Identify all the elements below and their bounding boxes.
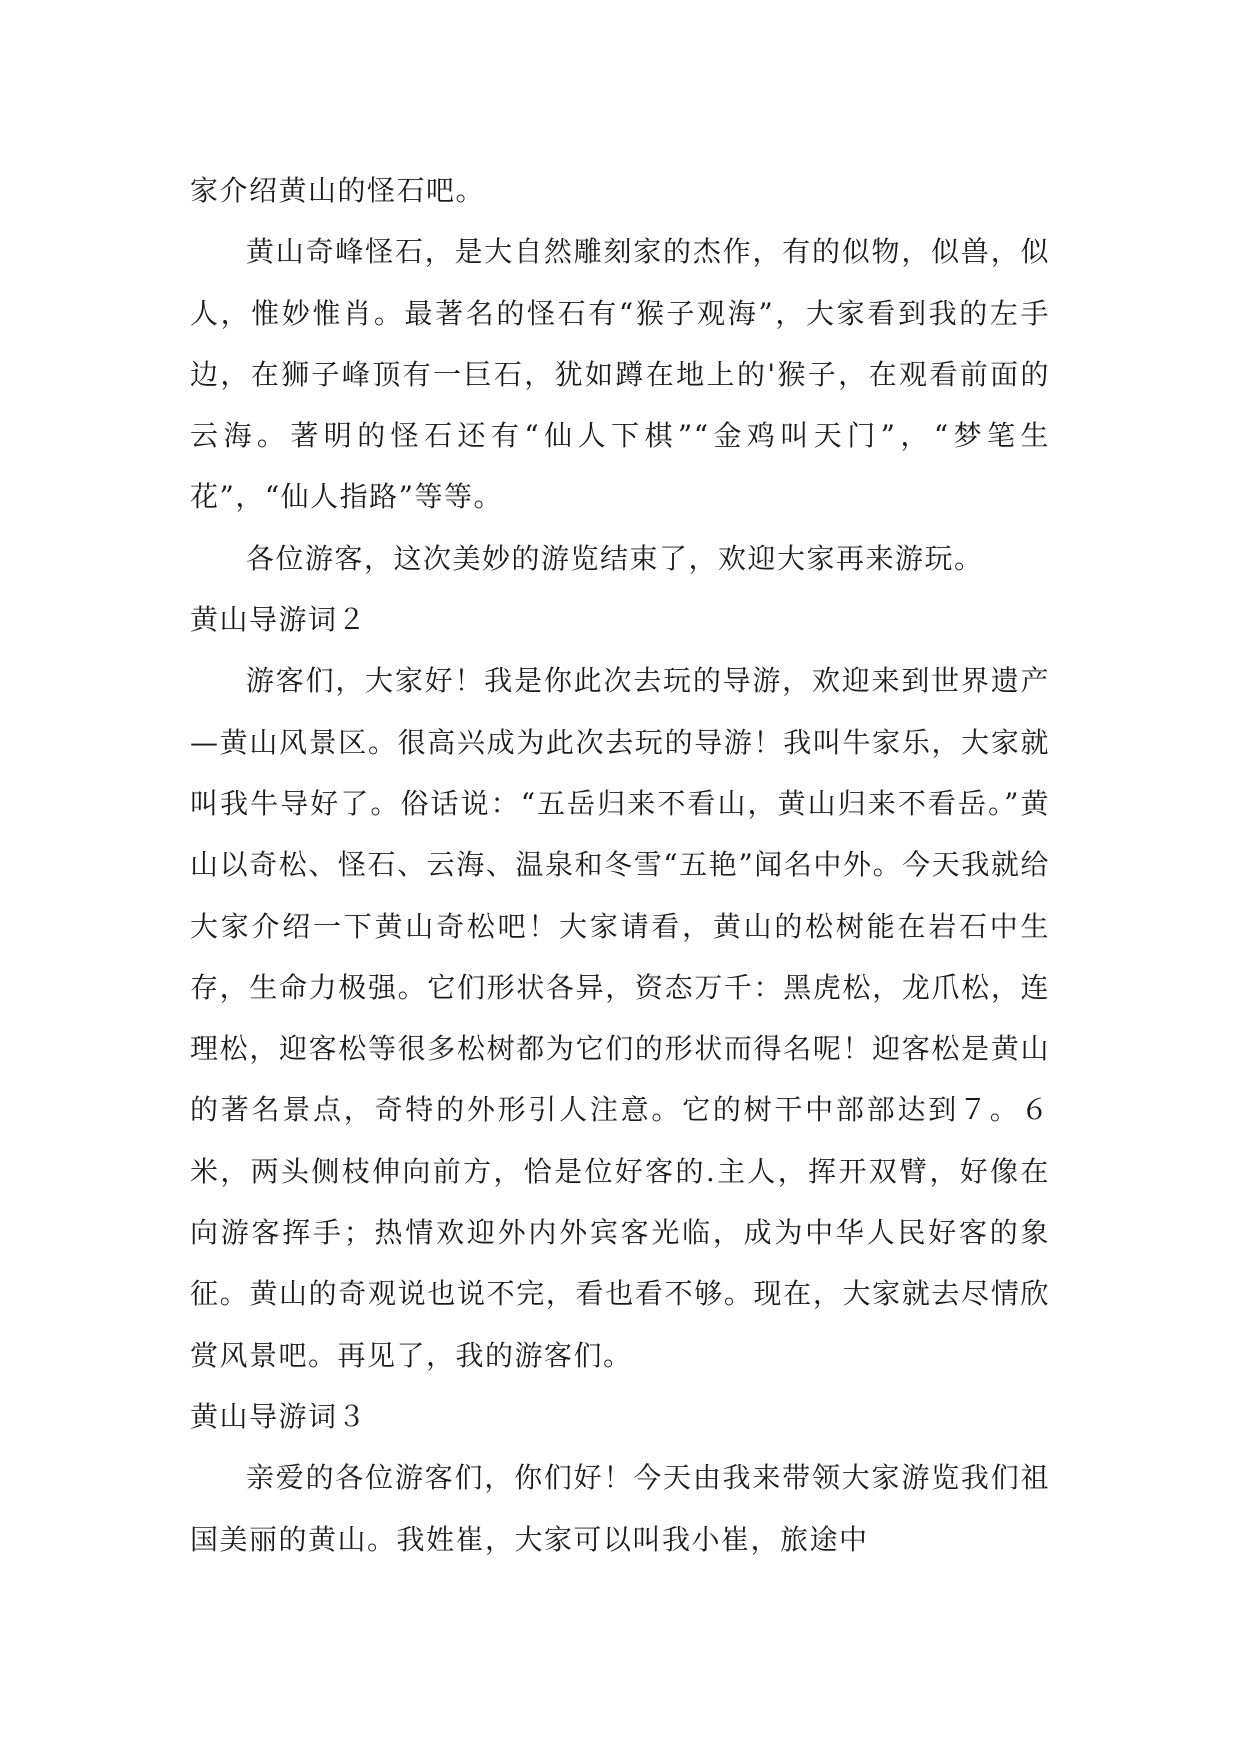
paragraph-continuation: 家介绍黄山的怪石吧。 bbox=[190, 174, 486, 207]
paragraph-welcome: 亲爱的各位游客们，你们好！今天由我来带领大家游览我们祖国美丽的黄山。我姓崔，大家可以叫我小崔，旅途中 bbox=[190, 1461, 1050, 1556]
section-heading-3: 黄山导游词３ bbox=[190, 1399, 368, 1433]
paragraph-pine-trees: 游客们，大家好！我是你此次去玩的导游，欢迎来到世界遗产—黄山风景区。很高兴成为此次去玩的导游！我叫牛家乐，大家就叫我牛导好了。俗话说：“五岳归来不看山，黄山归来不看岳。”黄山以奇松、怪石、云海、温泉和冬雪“五艳”闻名中外。今天我就给大家介绍一下黄山奇松吧！大家请看，黄山的松树能在岩石中生存，生命力极强。它们形状各异，资态万千：黑虎松，龙爪松，连理松，迎客松等很多松树都为它们的形状而得名呢！迎客松是黄山的著名景点，奇特的外形引人注意。它的树干中部部达到７。６米，两头侧枝伸向前方，恰是位好客的.主人，挥开双臂，好像在向游客挥手；热情欢迎外内外宾客光临，成为中华人民好客的象征。黄山的奇观说也说不完，看也看不够。现在，大家就去尽情欣赏风景吧。再见了，我的游客们。 bbox=[190, 664, 1050, 1372]
document-body bbox=[190, 160, 1050, 1570]
paragraph-strange-rocks: 黄山奇峰怪石，是大自然雕刻家的杰作，有的似物，似兽，似人，惟妙惟肖。最著名的怪石有“猴子观海”，大家看到我的左手边，在狮子峰顶有一巨石，犹如蹲在地上的'猴子，在观看前面的云海。著明的怪石还有“仙人下棋”“金鸡叫天门”，“梦笔生花”，“仙人指路”等等。 bbox=[190, 235, 1050, 514]
paragraph-farewell: 各位游客，这次美妙的游览结束了，欢迎大家再来游玩。 bbox=[246, 541, 984, 575]
section-heading-2: 黄山导游词２ bbox=[190, 603, 368, 637]
